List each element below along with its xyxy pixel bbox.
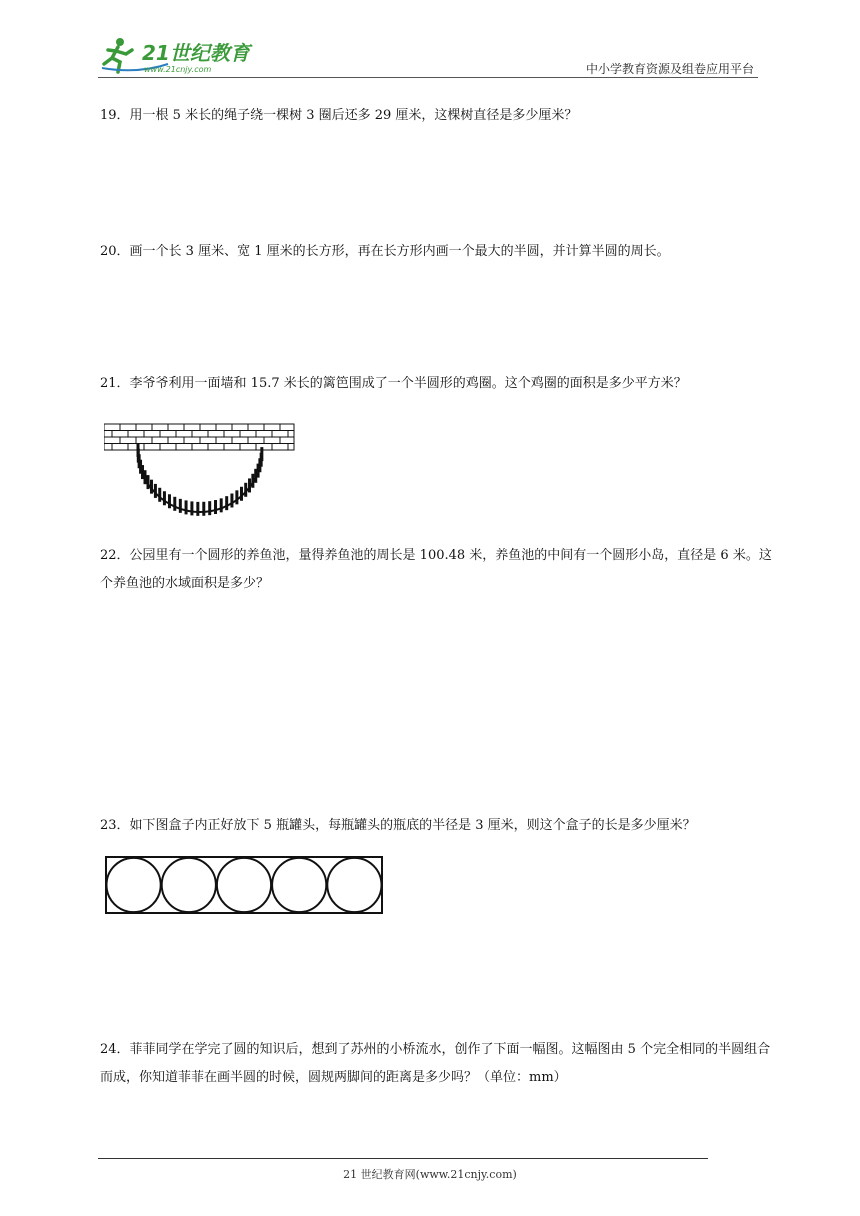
box-outline (106, 857, 382, 913)
semicircle-fence (138, 443, 262, 516)
wall-fence-figure (104, 420, 296, 526)
svg-text:www.21cnjy.com: www.21cnjy.com (144, 65, 212, 74)
page-header (98, 30, 758, 78)
question-number: 23． (100, 818, 130, 833)
cans (107, 858, 382, 912)
page-footer: 21 世纪教育网(www.21cnjy.com) (343, 1168, 517, 1181)
site-logo (98, 34, 268, 76)
question-22 (100, 542, 772, 598)
question-text: 如下图盒子内正好放下 5 瓶罐头，每瓶罐头的瓶底的半径是 3 厘米，则这个盒子的长是多少厘米？ (129, 818, 696, 833)
question-text: 画一个长 3 厘米、宽 1 厘米的长方形，再在长方形内画一个最大的半圆，并计算半圆的周长。 (129, 244, 670, 259)
can-circle (217, 858, 271, 912)
question-24 (100, 1036, 772, 1092)
question-20 (100, 238, 772, 266)
svg-text:21世纪教育: 21世纪教育 (142, 41, 250, 65)
question-19 (100, 102, 772, 130)
question-text: 用一根 5 米长的绳子绕一棵树 3 圈后还多 29 厘米，这棵树直径是多少厘米？ (129, 108, 578, 123)
platform-name: 中小学教育资源及组卷应用平台 (585, 62, 754, 76)
question-21 (100, 370, 772, 398)
question-number: 19． (100, 108, 130, 123)
question-text: 公园里有一个圆形的养鱼池，量得养鱼池的周长是 100.48 米，养鱼池的中间有一个圆形小岛，直径是 6 米。这个养鱼池的水域面积是多少？ (100, 548, 772, 591)
question-23 (100, 812, 772, 840)
can-circle (272, 858, 326, 912)
can-circle (162, 858, 216, 912)
can-circle (327, 858, 381, 912)
question-text: 菲菲同学在学完了圆的知识后，想到了苏州的小桥流水，创作了下面一幅图。这幅图由 5 个完全相同的半圆组合而成，你知道菲菲在画半圆的时候，圆规两脚间的距离是多少吗？（单位：mm） (100, 1042, 771, 1085)
brick-wall (104, 424, 294, 450)
footer-divider (98, 1158, 708, 1159)
question-text: 李爷爷利用一面墙和 15.7 米长的篱笆围成了一个半圆形的鸡圈。这个鸡圈的面积是多少平方米？ (129, 376, 687, 391)
can-circle (107, 858, 161, 912)
question-number: 20． (100, 244, 130, 259)
question-number: 24． (100, 1042, 130, 1057)
box-with-cans-figure (104, 855, 386, 917)
question-number: 21． (100, 376, 130, 391)
question-number: 22． (100, 548, 130, 563)
header-divider (98, 77, 758, 78)
